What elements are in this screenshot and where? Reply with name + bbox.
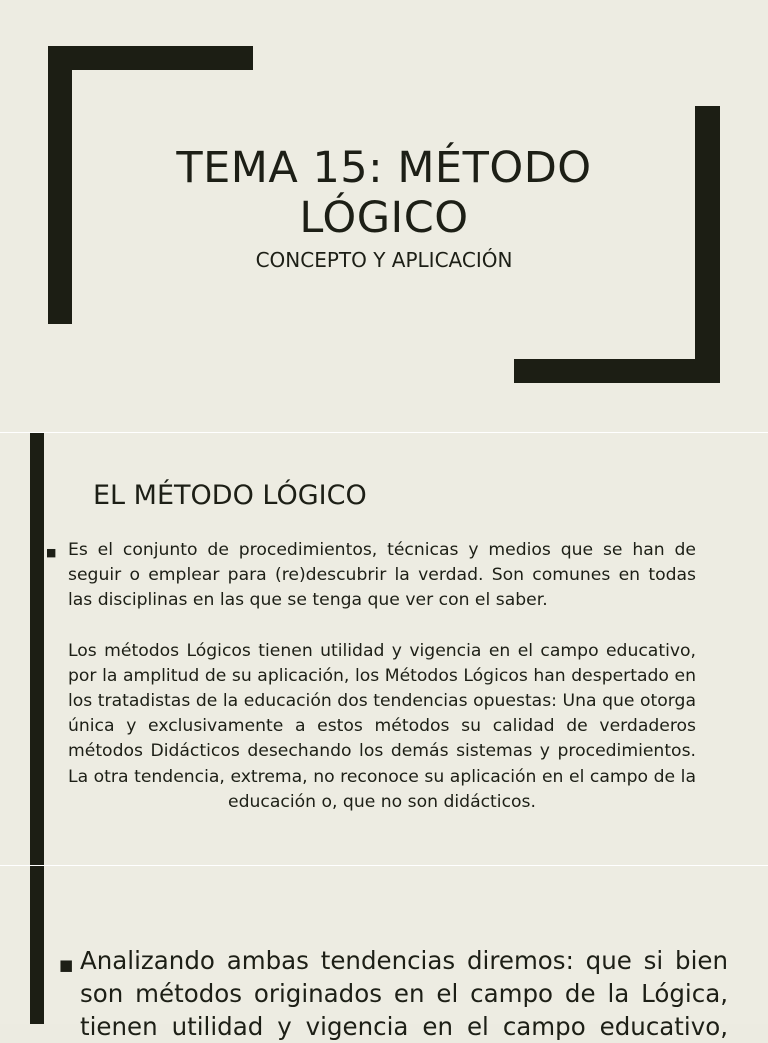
bullet-icon: ■ [46,546,57,559]
paragraph: Los métodos Lógicos tienen utilidad y vigencia en el campo educativo, por la amplitud de su aplicación, los Métodos Lógicos han despertado en los tratadistas de la educación dos tendencias opuestas: Una que otorga única y exclusivamente a estos métodos su calidad de verdaderos métodos Didácticos desechando los demás sistemas y procedimientos. La otra tendencia, extrema, no reconoce su aplicación en el campo de la educación o, que no son didácticos. [68,640,696,812]
bullet-icon: ■ [59,956,74,974]
bracket-bottom-right-vertical [695,106,720,383]
slide-body [68,538,696,815]
slide-subtitle: CONCEPTO Y APLICACIÓN [255,248,513,272]
bracket-top-left-vertical [48,46,72,324]
paragraph: Es el conjunto de procedimientos, técnicas y medios que se han de seguir o emplear para (re)descubrir la verdad. Son comunes en todas las disciplinas en las que se tenga que ver con el saber. [68,540,696,611]
content-slide-partial [0,866,768,1041]
bracket-bottom-right-horizontal [514,359,720,383]
slide-body: Analizando ambas tendencias diremos: que si bien son métodos originados en el campo de la Lógica, tienen utilidad y vigencia en el campo educativo, [80,946,728,1041]
slide-title: TEMA 15: MÉTODO LÓGICO [176,143,592,243]
left-accent-bar [30,866,44,1024]
bracket-top-left-horizontal [48,46,253,70]
left-accent-bar [30,433,44,865]
title-slide [0,0,768,432]
slide-heading: EL MÉTODO LÓGICO [93,480,367,511]
content-slide [0,433,768,865]
